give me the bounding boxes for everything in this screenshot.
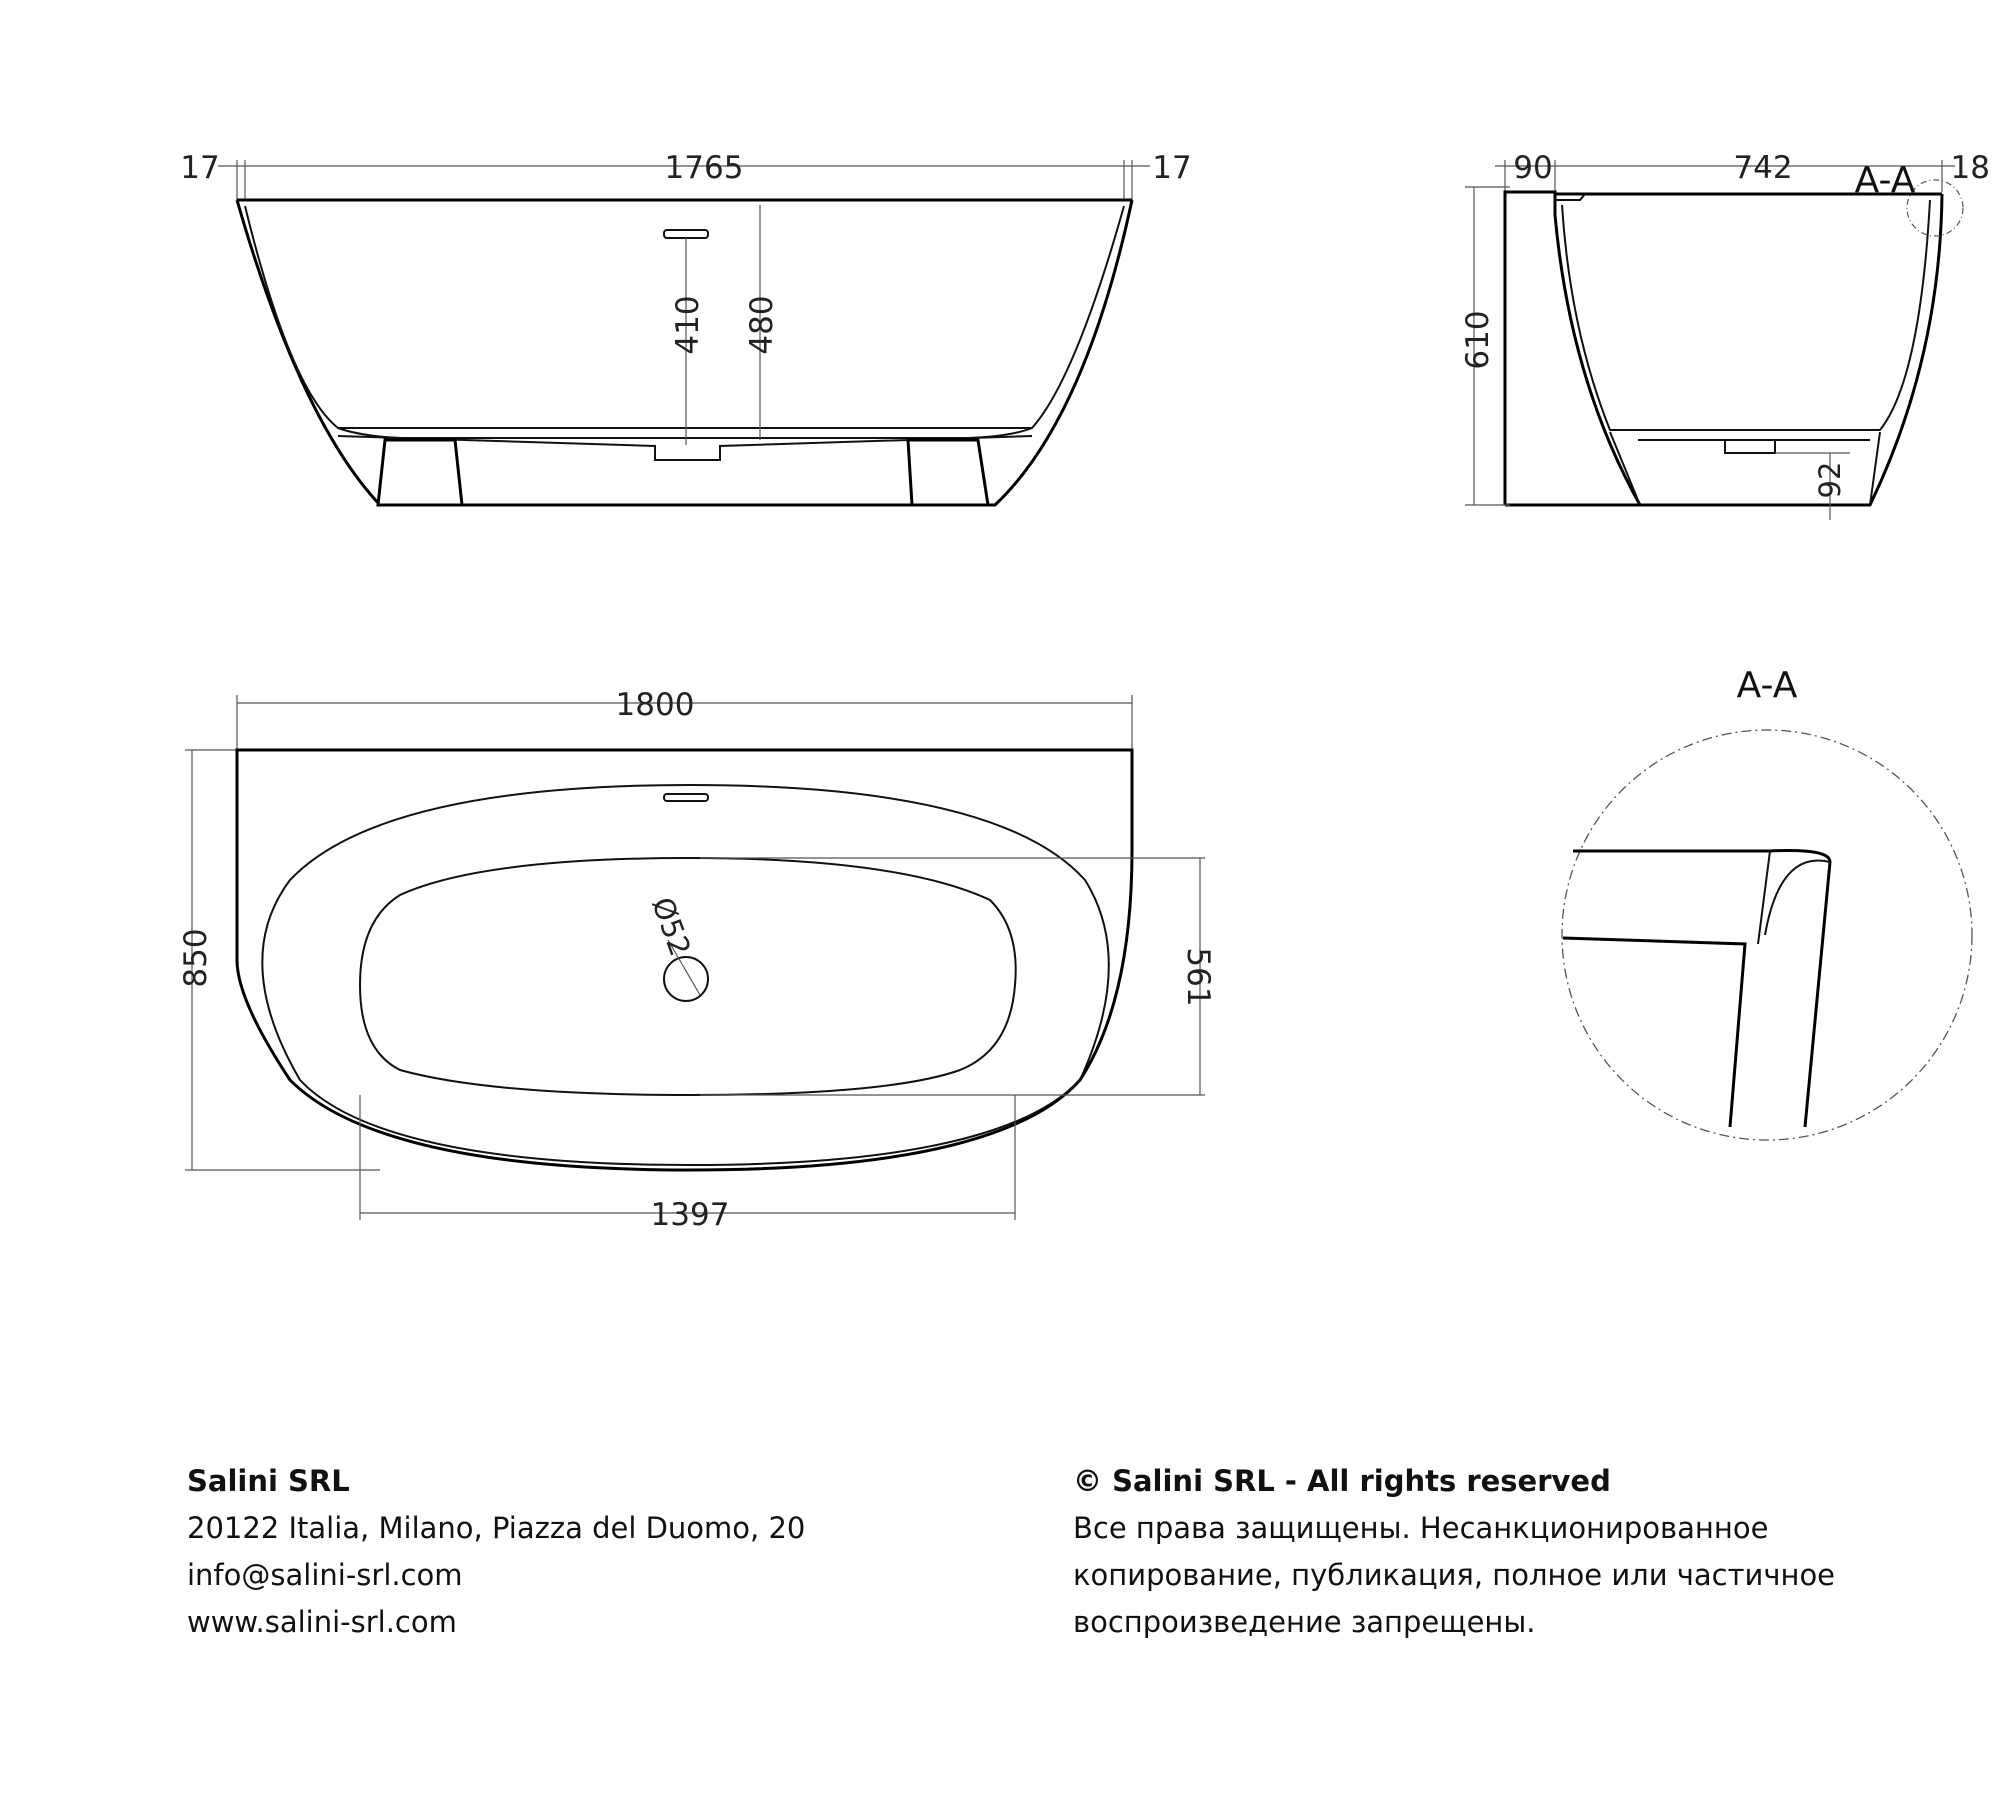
side-outer-shell bbox=[1555, 194, 1942, 505]
front-leg-left bbox=[378, 440, 462, 505]
top-drain-diameter-label: Ø52 bbox=[645, 892, 698, 961]
side-section-marker bbox=[1907, 180, 1963, 236]
notice-line-1: Все права защищены. Несанкционированное bbox=[1073, 1511, 1769, 1545]
front-view bbox=[180, 150, 1191, 505]
detail-circle bbox=[1562, 730, 1972, 1140]
front-width-label: 1765 bbox=[664, 150, 744, 186]
notice-line-3: воспроизведение запрещены. bbox=[1073, 1605, 1536, 1639]
side-leg-height-label: 92 bbox=[1813, 461, 1847, 499]
side-rim-label: 18 bbox=[1950, 150, 1990, 186]
front-depth-overflow-label: 410 bbox=[670, 295, 706, 355]
front-rim-left-label: 17 bbox=[180, 150, 220, 186]
detail-view bbox=[1562, 665, 1972, 1140]
company-email[interactable]: info@salini-srl.com bbox=[187, 1558, 463, 1592]
front-overflow bbox=[664, 230, 708, 238]
top-inner-length-label: 1397 bbox=[650, 1197, 730, 1233]
top-drain bbox=[664, 957, 708, 1001]
detail-inner-edge bbox=[1563, 938, 1745, 1127]
front-leg-right bbox=[908, 440, 988, 505]
top-length-label: 1800 bbox=[615, 687, 695, 723]
top-width-label: 850 bbox=[178, 928, 214, 988]
company-address: 20122 Italia, Milano, Piazza del Duomo, 20 bbox=[187, 1511, 806, 1545]
notice-line-2: копирование, публикация, полное или частичное bbox=[1073, 1558, 1836, 1592]
detail-label: A-A bbox=[1736, 665, 1798, 706]
top-view bbox=[178, 687, 1216, 1233]
front-depth-inner-label: 480 bbox=[744, 295, 780, 355]
side-section-label: A-A bbox=[1854, 160, 1916, 201]
top-overflow bbox=[664, 794, 708, 801]
top-basin bbox=[360, 858, 1016, 1095]
detail-outer-edge bbox=[1573, 850, 1830, 1127]
front-rim-right-label: 17 bbox=[1152, 150, 1192, 186]
side-wall-block bbox=[1505, 192, 1555, 505]
top-inner-width-label: 561 bbox=[1180, 947, 1216, 1007]
side-width-label: 742 bbox=[1733, 150, 1793, 186]
top-outer-outline bbox=[237, 750, 1132, 1170]
side-height-label: 610 bbox=[1460, 310, 1496, 370]
company-website[interactable]: www.salini-srl.com bbox=[187, 1605, 457, 1639]
company-name: Salini SRL bbox=[187, 1464, 350, 1498]
top-inner-rim bbox=[262, 785, 1109, 1165]
copyright-notice bbox=[1073, 1458, 1835, 1646]
copyright-title: © Salini SRL - All rights reserved bbox=[1073, 1464, 1611, 1498]
side-back-width-label: 90 bbox=[1513, 150, 1553, 186]
side-view bbox=[1460, 150, 1990, 520]
company-info bbox=[187, 1458, 805, 1646]
